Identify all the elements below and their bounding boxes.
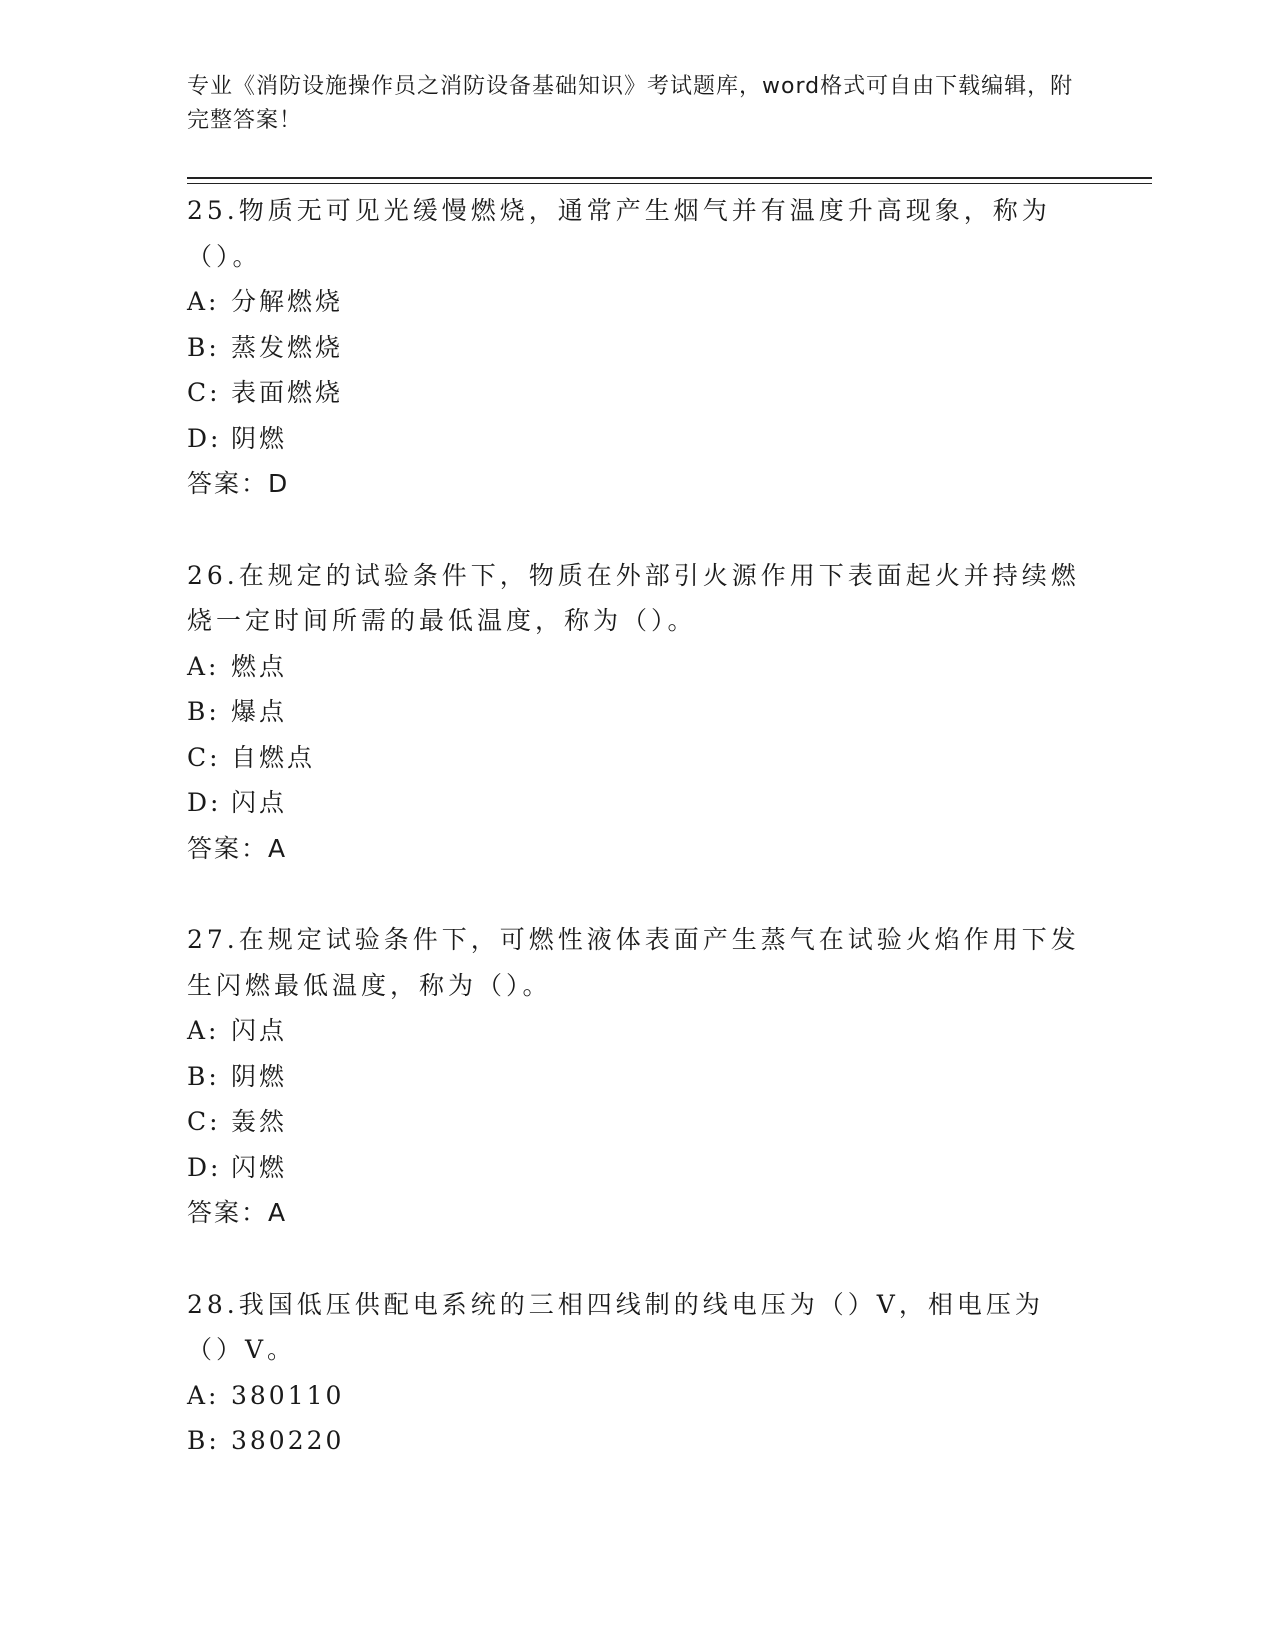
question-stem: 28.我国低压供配电系统的三相四线制的线电压为（）V，相电压为（）V。 (187, 1289, 1044, 1364)
question-list (187, 188, 1087, 1510)
answer-line: 答案：D (187, 469, 290, 498)
option-letter: A: (187, 287, 220, 316)
option-letter: B: (187, 1426, 220, 1455)
option-d (187, 1145, 1087, 1191)
option-text: 闪点 (231, 1016, 288, 1045)
question-stem: 25.物质无可见光缓慢燃烧，通常产生烟气并有温度升高现象，称为（）。 (187, 196, 1051, 271)
option-letter: D: (187, 1152, 222, 1182)
option-text: 阴燃 (231, 423, 288, 453)
question-26 (187, 553, 1087, 872)
option-letter: C: (187, 1107, 221, 1136)
option-text: 380220 (231, 1426, 345, 1455)
option-text: 阴燃 (231, 1061, 288, 1091)
option-letter: A: (187, 651, 220, 681)
option-d (187, 780, 1087, 826)
option-letter: B: (187, 332, 220, 362)
option-text: 闪燃 (231, 1152, 288, 1182)
option-letter: A: (187, 1016, 220, 1045)
question-28 (187, 1282, 1087, 1464)
option-letter: C: (187, 742, 221, 772)
option-a (187, 1373, 1087, 1419)
option-letter: C: (187, 378, 221, 407)
header-divider-thin (187, 183, 1152, 184)
option-text: 自燃点 (231, 742, 316, 772)
option-b (187, 689, 1087, 735)
option-c (187, 735, 1087, 781)
option-text: 闪点 (231, 788, 288, 817)
option-letter: D: (187, 788, 222, 817)
answer-line: 答案：A (187, 1198, 288, 1227)
option-c (187, 1099, 1087, 1145)
answer-line: 答案：A (187, 833, 288, 863)
option-b (187, 1054, 1087, 1100)
option-text: 燃点 (231, 651, 288, 681)
option-text: 轰然 (231, 1107, 288, 1136)
question-27 (187, 917, 1087, 1236)
option-text: 380110 (231, 1380, 345, 1410)
document-header: 专业《消防设施操作员之消防设备基础知识》考试题库，word格式可自由下载编辑，附完整答案！ (187, 74, 1074, 133)
header-divider-thick (187, 177, 1152, 179)
option-a (187, 644, 1087, 690)
option-c (187, 370, 1087, 416)
option-text: 分解燃烧 (231, 287, 344, 316)
question-25 (187, 188, 1087, 507)
option-letter: B: (187, 1061, 220, 1091)
option-letter: D: (187, 423, 222, 453)
option-letter: B: (187, 697, 220, 726)
option-a (187, 1008, 1087, 1054)
option-text: 爆点 (231, 697, 288, 726)
option-b (187, 325, 1087, 371)
option-text: 表面燃烧 (231, 378, 344, 407)
option-letter: A: (187, 1380, 220, 1410)
option-d (187, 416, 1087, 462)
option-text: 蒸发燃烧 (231, 332, 344, 362)
question-stem: 27.在规定试验条件下，可燃性液体表面产生蒸气在试验火焰作用下发生闪燃最低温度，称为（）。 (187, 925, 1080, 1000)
option-b (187, 1418, 1087, 1464)
option-a (187, 279, 1087, 325)
question-stem: 26.在规定的试验条件下，物质在外部引火源作用下表面起火并持续燃烧一定时间所需的最低温度，称为（）。 (187, 560, 1080, 635)
